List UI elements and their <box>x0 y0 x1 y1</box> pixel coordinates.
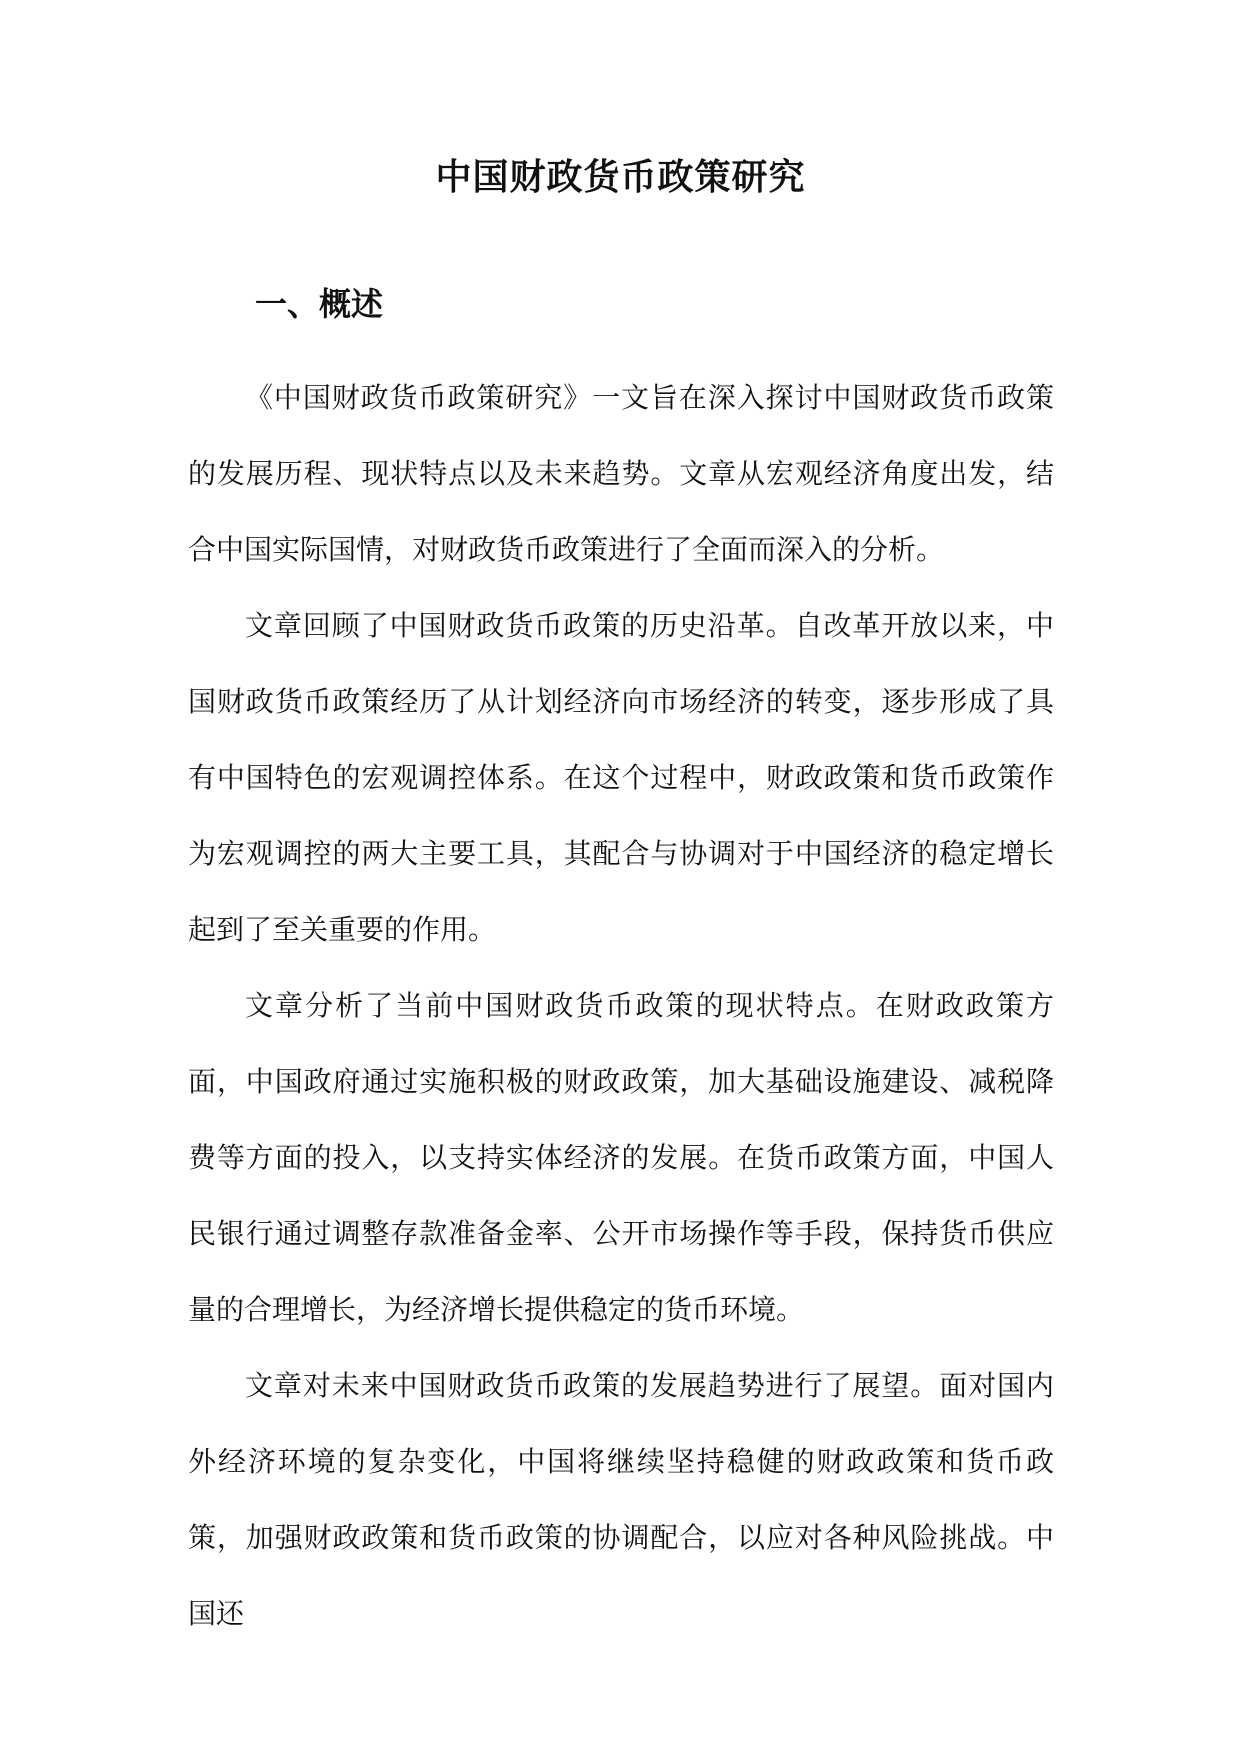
document-body <box>188 360 1054 1652</box>
paragraph: 文章回顾了中国财政货币政策的历史沿革。自改革开放以来，中国财政货币政策经历了从计划经济向市场经济的转变，逐步形成了具有中国特色的宏观调控体系。在这个过程中，财政政策和货币政策作为宏观调控的两大主要工具，其配合与协调对于中国经济的稳定增长起到了至关重要的作用。 <box>188 609 1054 946</box>
paragraph: 文章分析了当前中国财政货币政策的现状特点。在财政政策方面，中国政府通过实施积极的财政政策，加大基础设施建设、减税降费等方面的投入，以支持实体经济的发展。在货币政策方面，中国人民银行通过调整存款准备金率、公开市场操作等手段，保持货币供应量的合理增长，为经济增长提供稳定的货币环境。 <box>188 989 1054 1326</box>
section-heading: 一、概述 <box>255 285 384 323</box>
paragraph: 《中国财政货币政策研究》一文旨在深入探讨中国财政货币政策的发展历程、现状特点以及未来趋势。文章从宏观经济角度出发，结合中国实际国情，对财政货币政策进行了全面而深入的分析。 <box>188 381 1054 566</box>
document-title: 中国财政货币政策研究 <box>435 156 806 198</box>
paragraph: 文章对未来中国财政货币政策的发展趋势进行了展望。面对国内外经济环境的复杂变化，中国将继续坚持稳健的财政政策和货币政策，加强财政政策和货币政策的协调配合，以应对各种风险挑战。中国还 <box>188 1369 1054 1630</box>
